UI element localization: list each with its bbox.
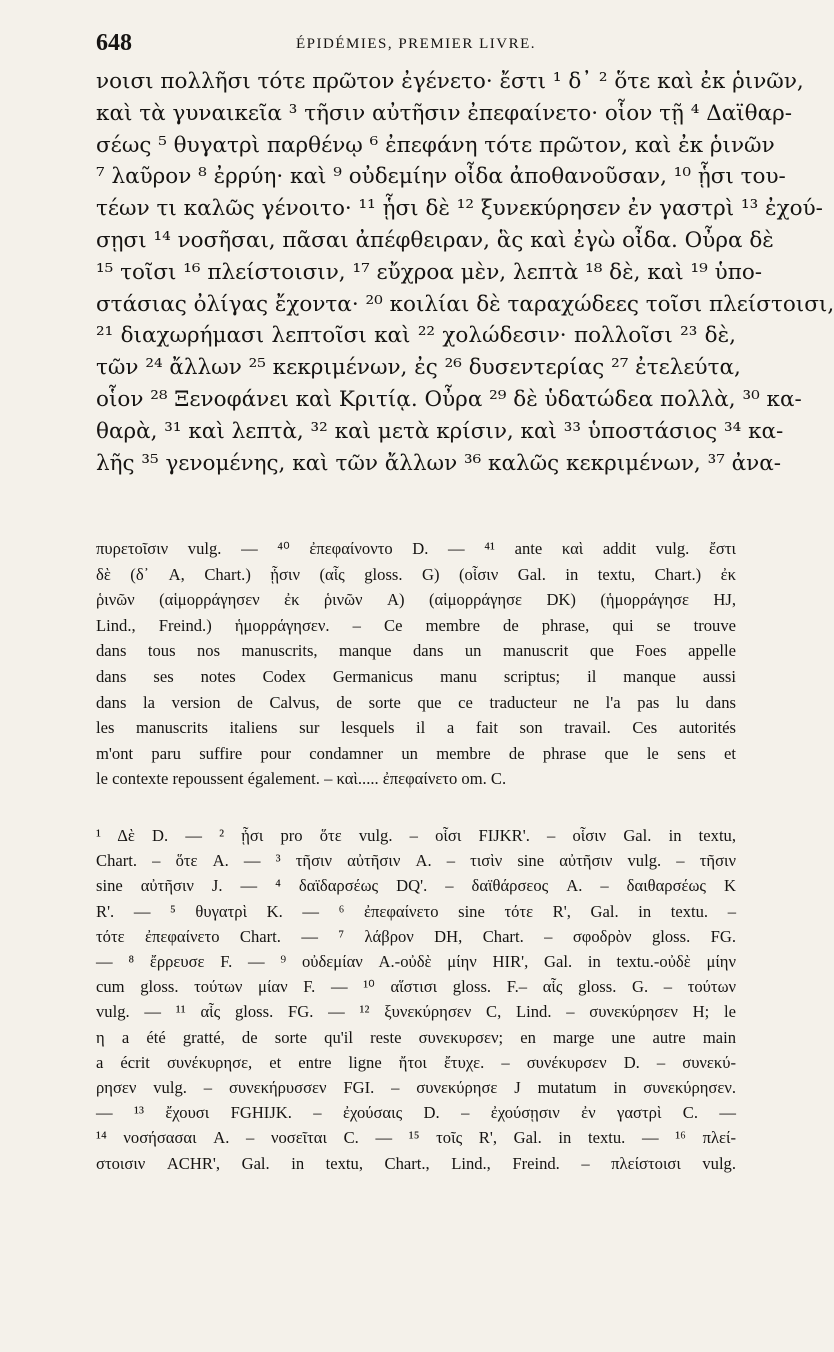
- note-line: dans tous nos manuscrits, manque dans un manuscrit que Foes appelle: [96, 641, 736, 661]
- critical-apparatus: [96, 823, 736, 1176]
- note-line: vulg. — ¹¹ αἷς gloss. FG. — ¹² ξυνεκύρησεν C, Lind. – συνεκύρησεν H; le: [96, 1002, 736, 1022]
- page-number: 648: [96, 30, 132, 56]
- note-line: cum gloss. τούτων μίαν F. — ¹⁰ αἵστισι gloss. F.– αἷς gloss. G. – τούτων: [96, 977, 736, 997]
- text-line: σῃσι ¹⁴ νοσῆσαι, πᾶσαι ἀπέφθειραν, ἃς καὶ ἐγὼ οἶδα. Οὖρα δὲ: [96, 227, 774, 253]
- note-line: le contexte repoussent également. – καὶ..... ἐπεφαίνετο om. C.: [96, 769, 507, 789]
- note-line: les manuscrits italiens sur lesquels il a fait son travail. Ces autorités: [96, 718, 736, 738]
- note-line: Chart. – ὅτε A. — ³ τῆσιν αὐτῆσιν A. – τισὶν sine αὐτῆσιν vulg. – τῆσιν: [96, 851, 736, 871]
- note-line: ¹⁴ νοσήσασαι A. – νοσεῖται C. — ¹⁵ τοῖς R', Gal. in textu. — ¹⁶ πλεί-: [96, 1128, 736, 1148]
- text-line: καὶ τὰ γυναικεῖα ³ τῆσιν αὐτῆσιν ἐπεφαίνετο· οἷον τῇ ⁴ Δαϊθαρ-: [96, 100, 793, 126]
- note-line: — ¹³ ἔχουσι FGHIJK. – ἐχούσαις D. – ἐχούσῃσιν ἐν γαστρὶ C. —: [96, 1103, 736, 1123]
- text-line: λῆς ³⁵ γενομένης, καὶ τῶν ἄλλων ³⁶ καλῶς κεκριμένων, ³⁷ ἀνα-: [96, 450, 782, 476]
- note-line: ¹ Δὲ D. — ² ᾗσι pro ὅτε vulg. – οἷσι FIJKR'. – οἷσιν Gal. in textu,: [96, 826, 736, 845]
- text-line: θαρὰ, ³¹ καὶ λεπτὰ, ³² καὶ μετὰ κρίσιν, καὶ ³³ ὑποστάσιος ³⁴ κα-: [96, 418, 784, 444]
- note-line: — ⁸ ἔρρευσε F. — ⁹ οὐδεμίαν A.-οὐδὲ μίην HIR', Gal. in textu.-οὐδὲ μίην: [96, 952, 736, 972]
- note-line: sine αὐτῆσιν J. — ⁴ δαϊδαρσέως DQ'. – δαϊθάρσεος A. – δαιθαρσέως K: [96, 876, 736, 896]
- running-title: ÉPIDÉMIES, PREMIER LIVRE.: [296, 36, 536, 52]
- note-line: η a été gratté, de sorte qu'il reste συνεκυρσεν; en marge une autre main: [96, 1027, 736, 1047]
- text-line: σέως ⁵ θυγατρὶ παρθένῳ ⁶ ἐπεφάνη τότε πρῶτον, καὶ ἐκ ῥινῶν: [96, 132, 775, 158]
- text-line: ⁷ λαῦρον ⁸ ἐρρύη· καὶ ⁹ οὐδεμίην οἶδα ἀποθανοῦσαν, ¹⁰ ᾗσι του-: [96, 164, 786, 190]
- text-line: οἷον ²⁸ Ξενοφάνει καὶ Κριτίᾳ. Οὖρα ²⁹ δὲ ὑδατώδεα πολλὰ, ³⁰ κα-: [96, 386, 802, 412]
- note-line: Lind., Freind.) ἡμορράγησεν. – Ce membre de phrase, qui se trouve: [96, 615, 736, 635]
- text-line: τῶν ²⁴ ἄλλων ²⁵ κεκριμένων, ἐς ²⁶ δυσεντερίας ²⁷ ἐτελεύτα,: [96, 355, 741, 381]
- note-line: τότε ἐπεφαίνετο Chart. — ⁷ λάβρον DH, Chart. – σφοδρὸν gloss. FG.: [96, 926, 736, 946]
- note-line: ῥινῶν (αἱμορράγησεν ἐκ ῥινῶν A) (αἱμορράγησε DK) (ἡμορράγησε HJ,: [96, 590, 736, 610]
- critical-note-continuation: [96, 536, 736, 792]
- note-line: στοισιν ACHR', Gal. in textu, Chart., Lind., Freind. – πλείστοισι vulg.: [96, 1153, 736, 1173]
- text-line: ²¹ διαχωρήμασι λεπτοῖσι καὶ ²² χολώδεσιν· πολλοῖσι ²³ δὲ,: [96, 323, 736, 349]
- note-line: a écrit συνέκυρησε, et entre ligne ἤτοι ἔτυχε. – συνέκυρσεν D. – συνεκύ-: [96, 1052, 736, 1072]
- note-line: δὲ (δ᾽ A, Chart.) ᾗσιν (αἷς gloss. G) (οἷσιν Gal. in textu, Chart.) ἐκ: [96, 564, 736, 584]
- note-line: R'. — ⁵ θυγατρὶ K. — ⁶ ἐπεφαίνετο sine τότε R', Gal. in textu. –: [96, 901, 736, 921]
- note-line: dans ses notes Codex Germanicus manu scriptus; il manque aussi: [96, 666, 736, 686]
- text-line: νοισι πολλῆσι τότε πρῶτον ἐγένετο· ἔστι ¹ δ᾽ ² ὅτε καὶ ἐκ ῥινῶν,: [96, 69, 804, 94]
- text-line: ¹⁵ τοῖσι ¹⁶ πλείστοισιν, ¹⁷ εὔχροα μὲν, λεπτὰ ¹⁸ δὲ, καὶ ¹⁹ ὑπο-: [96, 259, 763, 285]
- greek-main-text: [96, 66, 834, 479]
- running-head: [96, 30, 736, 60]
- note-line: ρησεν vulg. – συνεκήρυσσεν FGI. – συνεκύρησε J mutatum in συνεκύρησεν.: [96, 1078, 736, 1098]
- note-line: πυρετοῖσιν vulg. — ⁴⁰ ἐπεφαίνοντο D. — ⁴¹ ante καὶ addit vulg. ἔστι: [96, 539, 736, 558]
- note-line: m'ont paru suffire pour condamner un membre de phrase que le sens et: [96, 743, 736, 763]
- note-line: dans la version de Calvus, de sorte que ce traducteur ne l'a pas lu dans: [96, 692, 736, 712]
- text-line: στάσιας ὀλίγας ἔχοντα· ²⁰ κοιλίαι δὲ ταραχώδεες τοῖσι πλείστοισι,: [96, 291, 834, 317]
- text-line: τέων τι καλῶς γένοιτο· ¹¹ ᾗσι δὲ ¹² ξυνεκύρησεν ἐν γαστρὶ ¹³ ἐχού-: [96, 196, 823, 222]
